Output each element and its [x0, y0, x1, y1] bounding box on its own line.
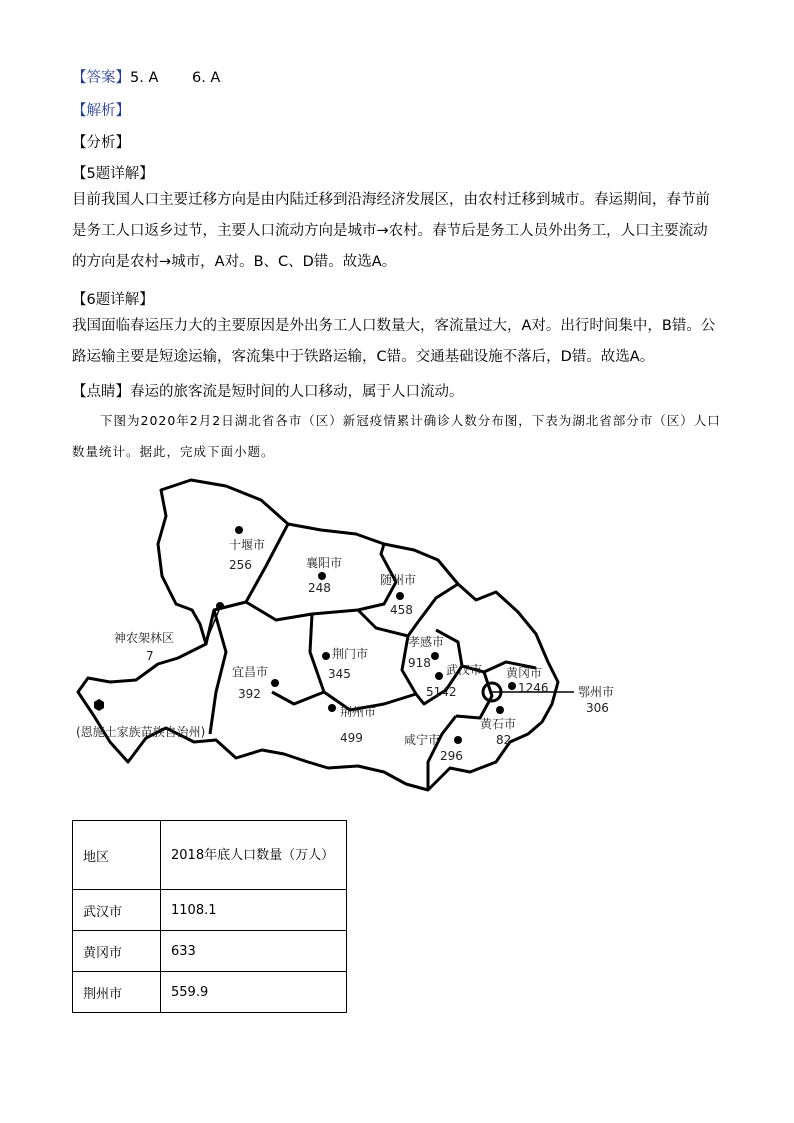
- cell-population: 559.9: [161, 972, 347, 1013]
- jingzhou-name: 荆州市: [340, 705, 377, 719]
- huanggang-value: 1246: [518, 681, 549, 695]
- xiaogan-marker: [431, 652, 439, 660]
- header-population: 2018年底人口数量（万人）: [161, 821, 347, 890]
- xiangyang-marker: [318, 572, 326, 580]
- huangshi-value: 82: [496, 733, 512, 747]
- population-table: [72, 820, 347, 1013]
- shennongjia-value: 7: [146, 649, 154, 663]
- q6-bracket-open: 【: [72, 292, 87, 308]
- huanggang-name: 黄冈市: [506, 666, 543, 680]
- q5-heading: [72, 162, 154, 183]
- hubei-map: [66, 472, 626, 812]
- tip-label: 点睛: [86, 384, 116, 400]
- answer-bracket-open: 【: [72, 70, 87, 86]
- table-row: [73, 890, 347, 931]
- tip-bracket-close: 】: [115, 384, 130, 400]
- wuhan-marker: [435, 672, 443, 680]
- answer-label: 答案: [86, 70, 116, 86]
- tip-text: 春运的旅客流是短时间的人口移动，属于人口流动。: [130, 384, 464, 400]
- xiangyang-name: 襄阳市: [306, 556, 343, 570]
- fenxi-bracket-open: 【: [72, 135, 87, 151]
- suizhou-marker: [396, 592, 404, 600]
- table-header-row: [73, 821, 347, 890]
- q6-heading: [72, 288, 154, 309]
- cell-region: 武汉市: [73, 890, 161, 931]
- cell-population: 1108.1: [161, 890, 347, 931]
- answer-text: 5. A 6. A: [130, 70, 221, 86]
- shiyan-marker: [235, 526, 243, 534]
- boundary-5: [210, 610, 226, 734]
- suizhou-value: 458: [390, 603, 413, 617]
- cell-region: 荆州市: [73, 972, 161, 1013]
- q5-label: 5题详解: [86, 166, 140, 182]
- analysis-label: 解析: [86, 103, 116, 119]
- shennongjia-name: 神农架林区: [114, 631, 175, 645]
- q6-bracket-close: 】: [139, 292, 154, 308]
- xiangyang-value: 248: [308, 581, 331, 595]
- yichang-value: 392: [238, 687, 261, 701]
- shiyan-name: 十堰市: [229, 538, 266, 552]
- analysis-bracket-close: 】: [115, 103, 130, 119]
- cell-population: 633: [161, 931, 347, 972]
- tip-line: [72, 380, 464, 401]
- header-region: 地区: [73, 821, 161, 890]
- tip-bracket-open: 【: [72, 384, 87, 400]
- jingmen-marker: [322, 652, 330, 660]
- cell-region: 黄冈市: [73, 931, 161, 972]
- fenxi-bracket-close: 】: [115, 135, 130, 151]
- suizhou-name: 随州市: [380, 573, 417, 587]
- wuhan-value: 5142: [426, 685, 457, 699]
- xiaogan-name: 孝感市: [408, 635, 445, 649]
- analysis-bracket-open: 【: [72, 103, 87, 119]
- q5-bracket-open: 【: [72, 166, 87, 182]
- jingzhou-value: 499: [340, 731, 363, 745]
- figure-caption: [72, 405, 722, 467]
- jingzhou-marker: [328, 704, 336, 712]
- answer-line: [72, 66, 220, 87]
- jingmen-value: 345: [328, 667, 351, 681]
- boundary-4: [272, 614, 324, 704]
- ezhou-name: 鄂州市: [578, 685, 615, 699]
- fenxi-label: 分析: [86, 135, 116, 151]
- fenxi-heading: [72, 131, 130, 152]
- table-row: [73, 972, 347, 1013]
- xianning-value: 296: [440, 749, 463, 763]
- huanggang-marker: [508, 682, 516, 690]
- shennongjia-marker: [216, 602, 224, 610]
- caption-text: 下图为2020年2月2日湖北省各市（区）新冠疫情累计确诊人数分布图，下表为湖北省部分市（区）人口数量统计。据此，完成下面小题。: [72, 413, 721, 459]
- wuhan-name: 武汉市: [446, 663, 483, 677]
- huangshi-name: 黄石市: [480, 717, 517, 731]
- q5-explanation: 目前我国人口主要迁移方向是由内陆迁移到沿海经济发展区，由农村迁移到城市。春运期间，春节前是务工人口返乡过节，主要人口流动方向是城市→农村。春节后是务工人员外出务工，人口主要流动的方向是农村→城市，A对。B、C、D错。故选A。: [72, 192, 710, 270]
- answer-bracket-close: 】: [115, 70, 130, 86]
- xianning-name: 咸宁市: [404, 733, 441, 747]
- xiaogan-value: 918: [408, 656, 431, 670]
- table-row: [73, 931, 347, 972]
- ezhou-value: 306: [586, 701, 609, 715]
- xianning-marker: [454, 736, 462, 744]
- yichang-name: 宜昌市: [232, 665, 269, 679]
- jingmen-name: 荆门市: [332, 647, 369, 661]
- analysis-heading: [72, 99, 130, 120]
- q6-label: 6题详解: [86, 292, 140, 308]
- enshi-name: (恩施土家族苗族自治州): [76, 725, 206, 739]
- q6-explanation: 我国面临春运压力大的主要原因是外出务工人口数量大，客流量过大，A对。出行时间集中，B错。公路运输主要是短途运输，客流集中于铁路运输，C错。交通基础设施不落后，D错。故选A。: [72, 318, 716, 365]
- yichang-marker: [271, 679, 279, 687]
- huangshi-marker: [496, 706, 504, 714]
- q5-bracket-close: 】: [139, 166, 154, 182]
- shiyan-value: 256: [229, 558, 252, 572]
- enshi-marker: [94, 699, 104, 711]
